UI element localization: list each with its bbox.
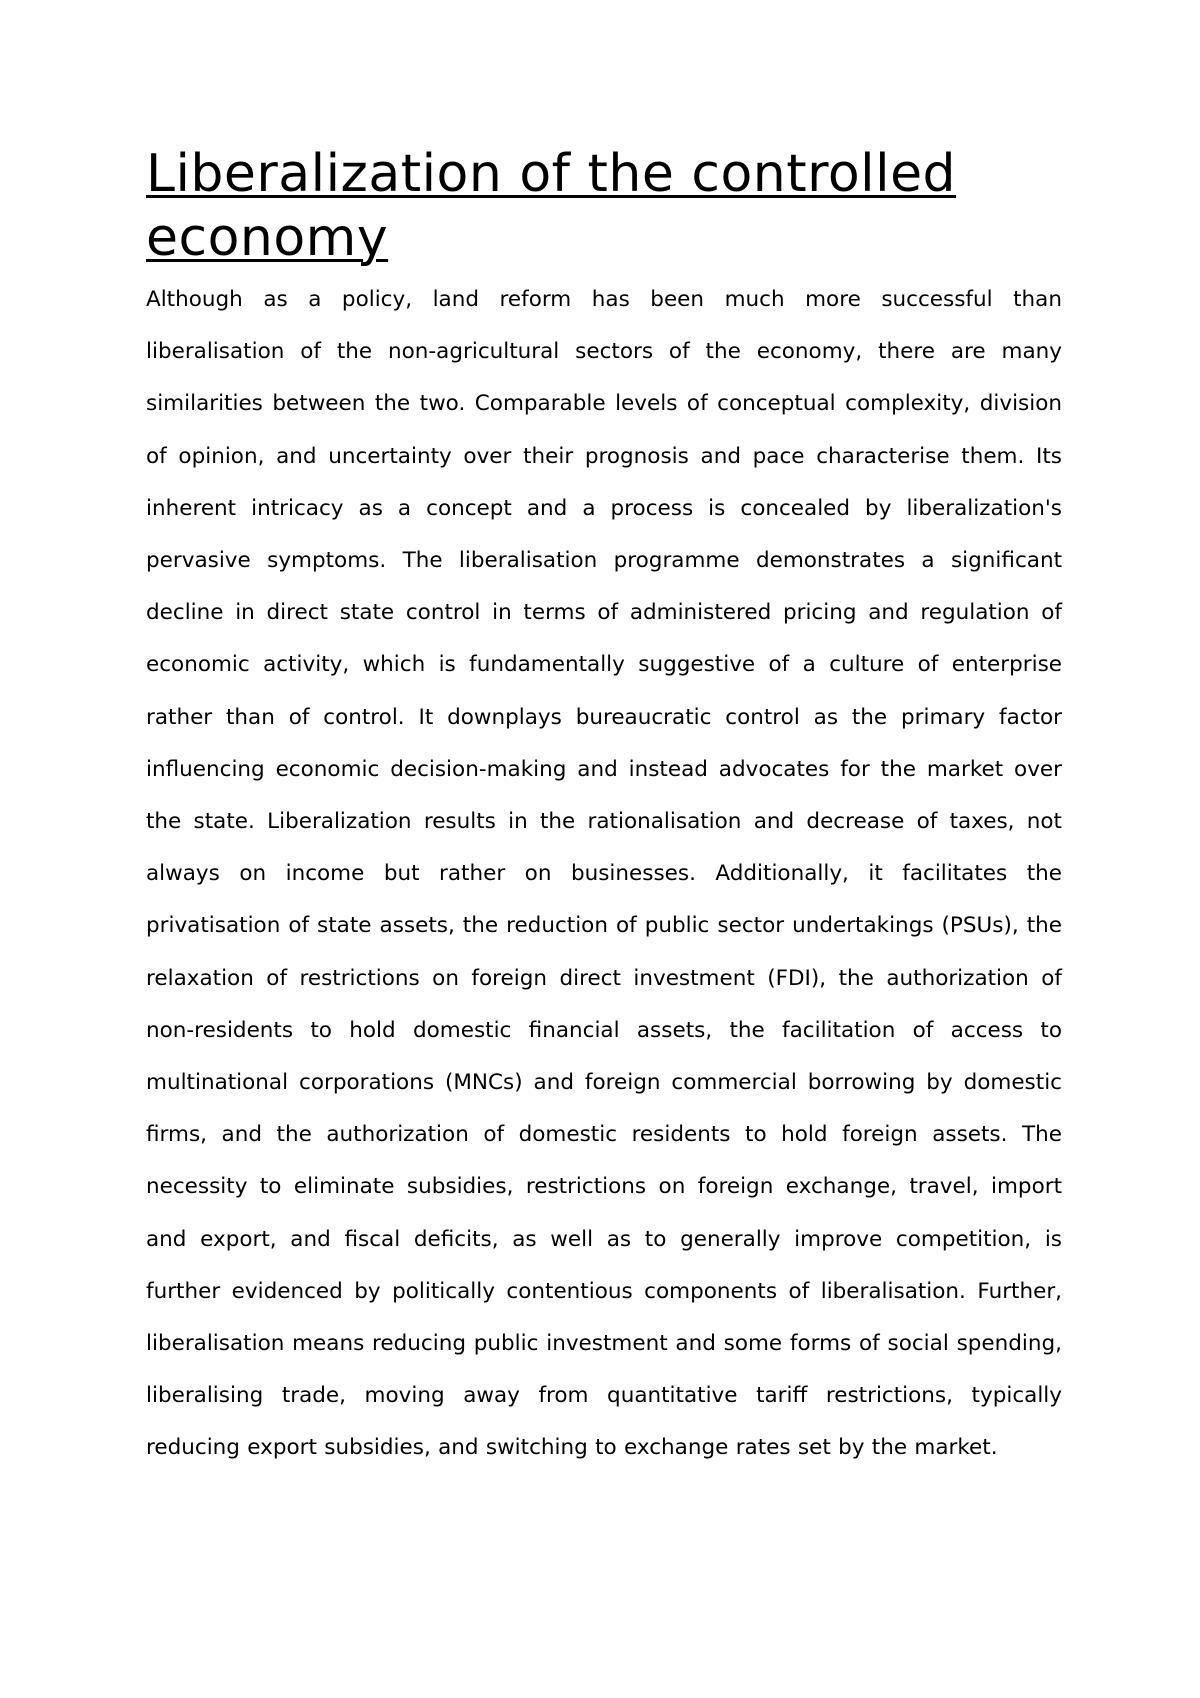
document-body-paragraph: Although as a policy, land reform has been much more successful than liberalisation of the non-agricultural sectors of the economy, there are many similarities between the two. Comparable levels of conceptual complexity, division of opinion, and uncertainty over their prognosis and pace characterise them. Its inherent intricacy as a concept and a process is concealed by liberalization's pervasive symptoms. The liberalisation programme demonstrates a significant decline in direct state control in terms of administered pricing and regulation of economic activity, which is fundamentally suggestive of a culture of enterprise rather than of control. It downplays bureaucratic control as the primary factor influencing economic decision-making and instead advocates for the market over the state. Liberalization results in the rationalisation and decrease of taxes, not always on income but rather on businesses. Additionally, it facilitates the privatisation of state assets, the reduction of public sector undertakings (PSUs), the relaxation of restrictions on foreign direct investment (FDI), the authorization of non-residents to hold domestic financial assets, the facilitation of access to multinational corporations (MNCs) and foreign commercial borrowing by domestic firms, and the authorization of domestic residents to hold foreign assets. The necessity to eliminate subsidies, restrictions on foreign exchange, travel, import and export, and fiscal deficits, as well as to generally improve competition, is further evidenced by politically contentious components of liberalisation. Further, liberalisation means reducing public investment and some forms of social spending, liberalising trade, moving away from quantitative tariff restrictions, typically reducing export subsidies, and switching to exchange rates set by the market.	[146, 287, 1062, 1461]
document-title: Liberalization of the controlled economy	[146, 144, 957, 268]
document-content	[146, 142, 1062, 1475]
